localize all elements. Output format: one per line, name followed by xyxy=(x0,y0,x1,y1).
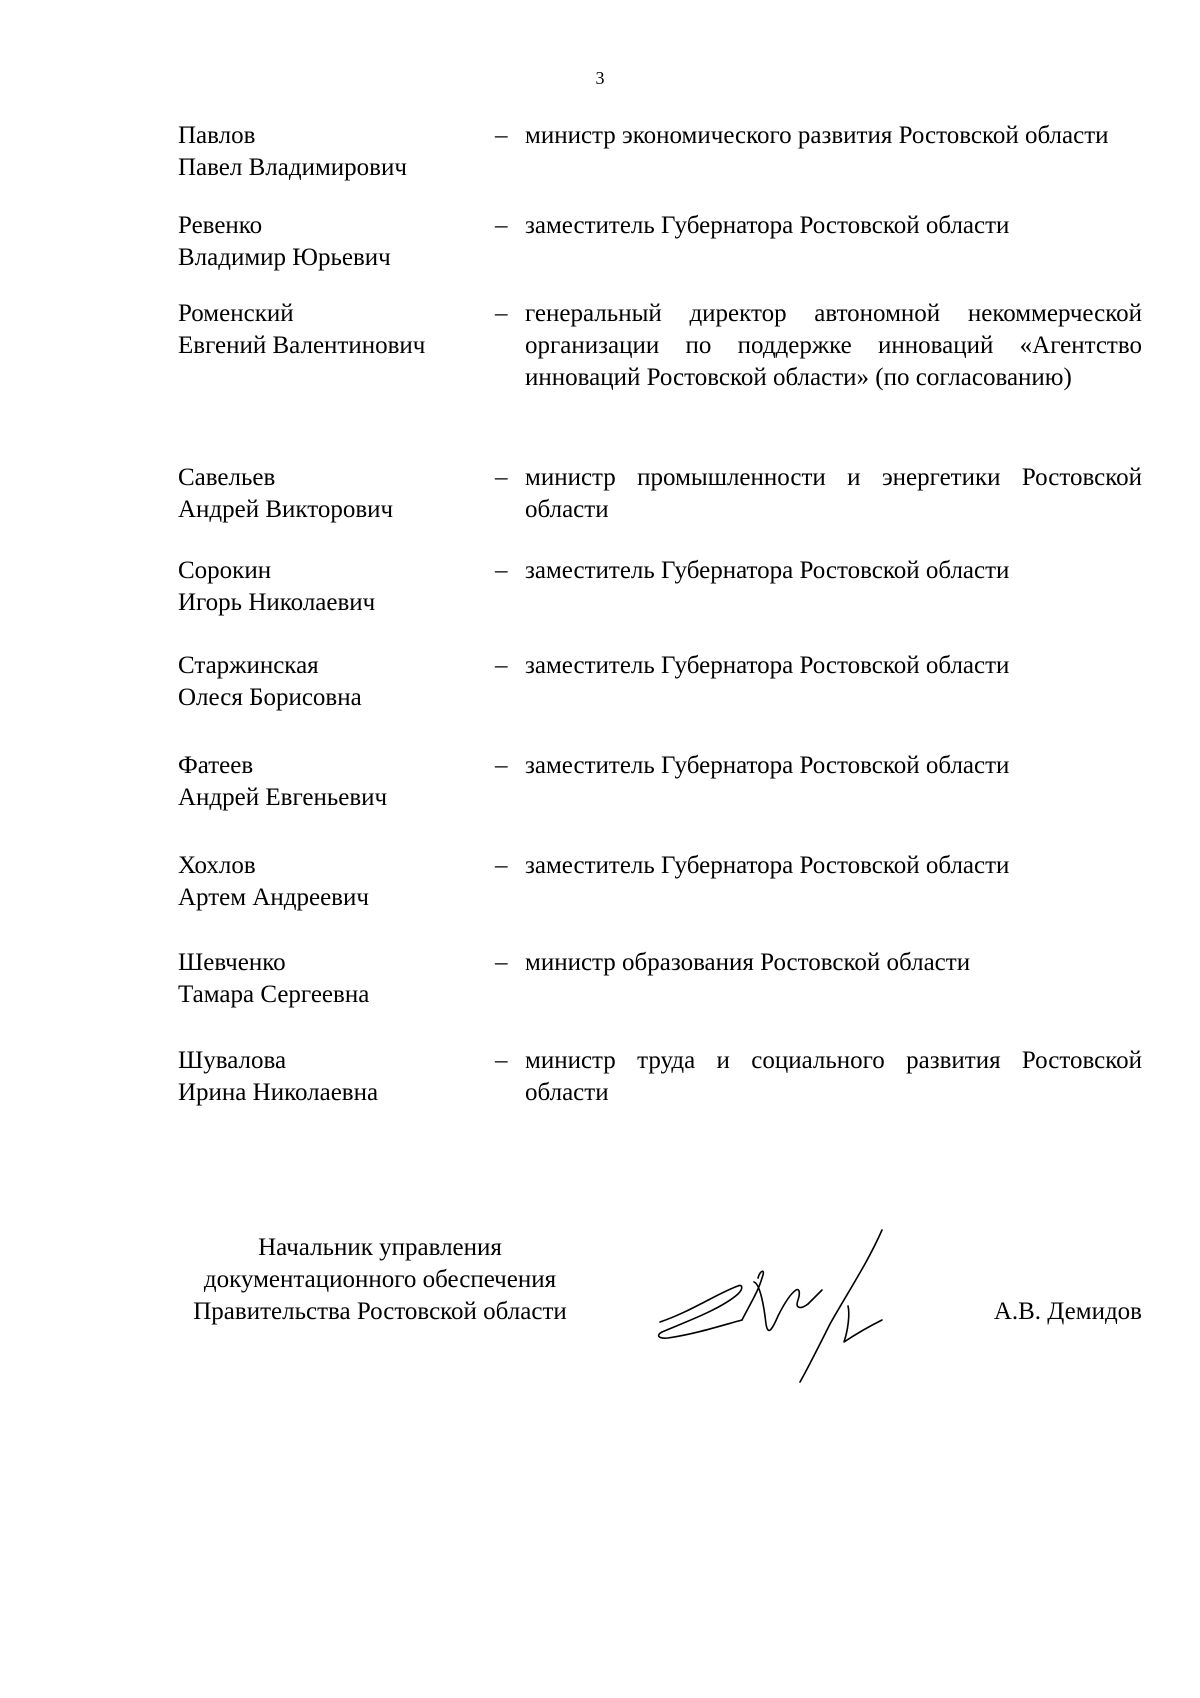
member-position: министр экономического развития Ростовской области xyxy=(525,122,1109,149)
member-full-name xyxy=(178,850,478,914)
member-position: генеральный директор автономной некоммерческой организации по поддержке инноваций «Агентство инноваций Ростовской области» (по согласованию) xyxy=(525,300,1142,391)
member-position: заместитель Губернатора Ростовской области xyxy=(525,557,1010,584)
signatory-title-line: документационного обеспечения xyxy=(203,1266,557,1293)
member-position: министр промышленности и энергетики Ростовской области xyxy=(525,464,1142,523)
member-full-name xyxy=(178,120,478,184)
member-given-names: Владимир Юрьевич xyxy=(178,244,391,271)
dash: – xyxy=(495,464,508,491)
member-full-name xyxy=(178,298,478,362)
dash: – xyxy=(495,212,508,239)
member-given-names: Андрей Евгеньевич xyxy=(178,784,388,811)
member-full-name xyxy=(178,555,478,619)
member-given-names: Ирина Николаевна xyxy=(178,1079,379,1106)
dash: – xyxy=(495,652,508,679)
member-full-name xyxy=(178,1045,478,1109)
member-position: заместитель Губернатора Ростовской области xyxy=(525,652,1010,679)
page-number: 3 xyxy=(595,68,605,88)
member-position: заместитель Губернатора Ростовской области xyxy=(525,852,1010,879)
signatory-title-line: Начальник управления xyxy=(258,1234,502,1261)
member-position: министр образования Ростовской области xyxy=(525,949,971,976)
dash: – xyxy=(495,300,508,327)
member-surname: Павлов xyxy=(178,122,256,149)
dash: – xyxy=(495,949,508,976)
member-full-name xyxy=(178,210,478,274)
member-full-name xyxy=(178,947,478,1011)
signatory-title xyxy=(150,1232,610,1328)
dash: – xyxy=(495,557,508,584)
member-full-name xyxy=(178,750,478,814)
member-surname: Роменский xyxy=(178,300,294,327)
member-given-names: Евгений Валентинович xyxy=(178,332,426,359)
dash: – xyxy=(495,752,508,779)
member-surname: Шевченко xyxy=(178,949,286,976)
dash: – xyxy=(495,852,508,879)
member-surname: Хохлов xyxy=(178,852,256,879)
dash: – xyxy=(495,122,508,149)
member-surname: Ревенко xyxy=(178,212,263,239)
member-given-names: Павел Владимирович xyxy=(178,154,407,181)
member-surname: Фатеев xyxy=(178,752,254,779)
member-full-name xyxy=(178,462,478,526)
member-position: министр труда и социального развития Ростовской области xyxy=(525,1047,1142,1106)
member-position: заместитель Губернатора Ростовской области xyxy=(525,752,1010,779)
member-given-names: Игорь Николаевич xyxy=(178,589,376,616)
member-given-names: Олеся Борисовна xyxy=(178,684,362,711)
member-surname: Сорокин xyxy=(178,557,272,584)
dash: – xyxy=(495,1047,508,1074)
member-given-names: Андрей Викторович xyxy=(178,496,394,523)
signatory-title-line: Правительства Ростовской области xyxy=(193,1298,567,1325)
handwritten-signature-icon xyxy=(650,1212,950,1387)
member-full-name xyxy=(178,650,478,714)
member-surname: Старжинская xyxy=(178,652,319,679)
member-position: заместитель Губернатора Ростовской области xyxy=(525,212,1010,239)
member-surname: Савельев xyxy=(178,464,276,491)
member-given-names: Тамара Сергеевна xyxy=(178,981,370,1008)
signer-name: А.В. Демидов xyxy=(993,1298,1142,1325)
member-given-names: Артем Андреевич xyxy=(178,884,369,911)
member-surname: Шувалова xyxy=(178,1047,287,1074)
